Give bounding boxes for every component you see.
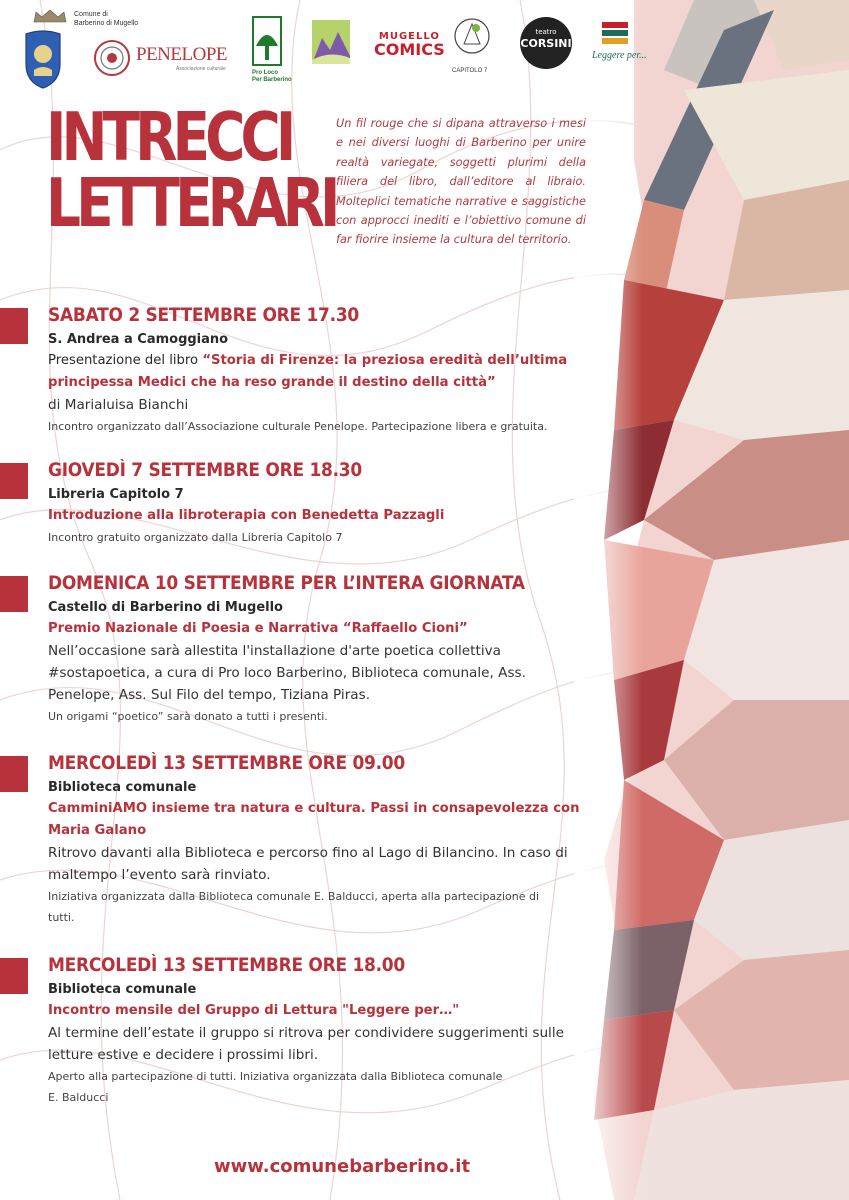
event-title: Introduzione alla libroterapia con Benedetta Pazzagli [48, 508, 445, 523]
comune-name [74, 10, 138, 28]
comune-line-1: Comune di [74, 11, 108, 18]
book-spines-illustration [574, 0, 849, 1200]
mugello-comics-line-1: MUGELLO [378, 31, 440, 42]
poster-title [46, 98, 336, 242]
event-date: GIOVEDÌ 7 SETTEMBRE ORE 18.30 [48, 460, 362, 481]
event-note-line-1: Aperto alla partecipazione di tutti. Iniziativa organizzata dalla Biblioteca comunale [48, 1070, 503, 1083]
event-text-line-1: Al termine dell’estate il gruppo si ritrova per condividere suggerimenti sulle [48, 1025, 564, 1041]
event-location: S. Andrea a Camoggiano [48, 332, 229, 347]
event-location: Biblioteca comunale [48, 780, 197, 795]
teatro-corsini-logo [516, 16, 576, 70]
penelope-subtitle: Associazione culturale [176, 66, 226, 72]
event-text-line-1: Ritrovo davanti alla Biblioteca e percorso fino al Lago di Bilancino. In caso di [48, 845, 568, 861]
event-note-line-2: E. Balducci [48, 1091, 109, 1104]
event-body [48, 330, 608, 437]
leggere-per-emblem-icon [600, 20, 632, 46]
event-text-line-2: #sostapoetica, a cura di Pro loco Barberino, Biblioteca comunale, Ass. [48, 665, 526, 681]
event-title-prefix: Presentazione del libro [48, 353, 203, 368]
penelope-logo [92, 36, 232, 80]
event-note: Incontro gratuito organizzato dalla Libreria Capitolo 7 [48, 531, 343, 544]
event-marker [0, 308, 28, 344]
event-marker [0, 958, 28, 994]
event-title-line-2: principessa Medici che ha reso grande il destino della città” [48, 375, 496, 390]
proloco-line-1: Pro Loco [252, 70, 279, 76]
mugello-comics-line-2: COMICS [374, 40, 445, 59]
comune-crown-icon [32, 8, 68, 24]
event-title-line-2: Maria Galano [48, 823, 147, 838]
event-date: MERCOLEDÌ 13 SETTEMBRE ORE 18.00 [48, 955, 405, 976]
event-marker [0, 463, 28, 499]
title-line-1: INTRECCI [46, 98, 292, 176]
penelope-emblem-icon [92, 38, 132, 78]
comune-crest-icon [22, 28, 64, 90]
penelope-wordmark: PENELOPE [136, 44, 227, 65]
event-text-line-3: Penelope, Ass. Sul Filo del tempo, Tiziana Piras. [48, 687, 371, 703]
event-body [48, 778, 608, 928]
event-title [48, 350, 608, 372]
comune-line-2: Barberino di Mugello [74, 20, 139, 27]
event-date: MERCOLEDÌ 13 SETTEMBRE ORE 09.00 [48, 753, 405, 774]
event-title: Premio Nazionale di Poesia e Narrativa “Raffaello Cioni” [48, 621, 468, 636]
event-author: di Marialuisa Bianchi [48, 397, 189, 413]
event-note: Un origami “poetico” sarà donato a tutti i presenti. [48, 710, 328, 723]
event-body [48, 485, 608, 548]
event-body [48, 598, 608, 727]
event-location: Castello di Barberino di Mugello [48, 600, 283, 615]
event-text-line-1: Nell’occasione sarà allestita l'installazione d'arte poetica collettiva [48, 643, 501, 659]
event-text-line-2: letture estive e decidere i prossimi libri. [48, 1047, 319, 1063]
proloco-emblem-icon [252, 16, 282, 66]
corsini-word: CORSINI [520, 37, 572, 50]
event-note-line-2: tutti. [48, 911, 75, 924]
proloco-label [252, 70, 292, 84]
website-link[interactable]: www.comunebarberino.it [214, 1156, 471, 1177]
mountain-landscape-icon [312, 20, 350, 64]
capitolo7-label: CAPITOLO 7 [452, 68, 488, 74]
event-title-line-1: CamminiAMO insieme tra natura e cultura. Passi in consapevolezza con [48, 801, 580, 816]
intro-paragraph: Un fil rouge che si dipana attraverso i mesi e nei diversi luoghi di Barberino per unire realtà variegate, soggetti plurimi della filiera del libro, dall’editore al libraio. Molteplici tematiche narrative e saggistiche con approcci inediti e l’obiettivo comune di far fiorire insieme la cultura del territorio. [336, 117, 586, 247]
event-date: SABATO 2 SETTEMBRE ORE 17.30 [48, 305, 359, 326]
event-note: Incontro organizzato dall’Associazione culturale Penelope. Partecipazione libera e gratuita. [48, 420, 548, 433]
title-line-2: LETTERARI [46, 164, 336, 242]
event-title-line-1: “Storia di Firenze: la preziosa eredità dell’ultima [202, 353, 568, 368]
event-note-line-1: Iniziativa organizzata dalla Biblioteca comunale E. Balducci, aperta alla partecipazione di [48, 890, 539, 903]
teatro-word: teatro [535, 28, 557, 36]
sponsor-logos-bar [14, 6, 674, 96]
event-body [48, 980, 608, 1108]
proloco-line-2: Per Barberino [252, 77, 292, 83]
leggere-per-label: Leggere per... [592, 50, 647, 61]
mugello-comics-logo [374, 30, 445, 59]
event-marker [0, 576, 28, 612]
event-date: DOMENICA 10 SETTEMBRE PER L’INTERA GIORNATA [48, 573, 525, 594]
event-title: Incontro mensile del Gruppo di Lettura "Leggere per…" [48, 1003, 460, 1018]
event-location: Biblioteca comunale [48, 982, 197, 997]
event-location: Libreria Capitolo 7 [48, 487, 184, 502]
capitolo7-emblem-icon [454, 14, 490, 66]
event-text-line-2: maltempo l’evento sarà rinviato. [48, 867, 271, 883]
event-marker [0, 756, 28, 792]
